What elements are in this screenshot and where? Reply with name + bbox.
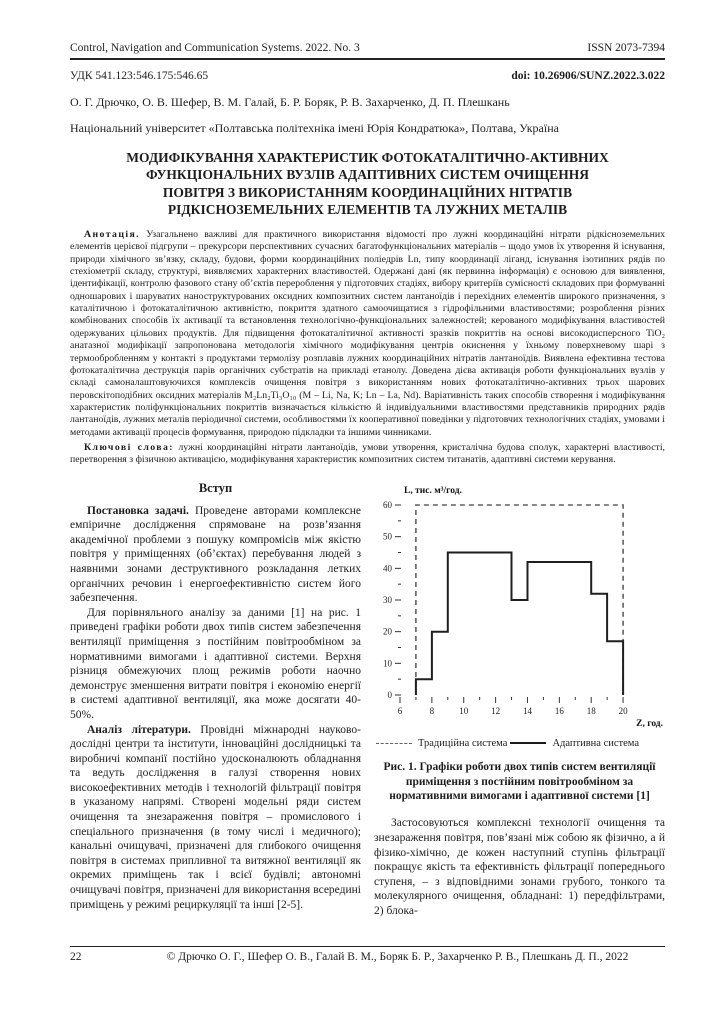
- svg-text:L, тис. м³/год.: L, тис. м³/год.: [404, 485, 462, 496]
- paragraph-problem-statement: [70, 504, 361, 606]
- svg-text:Z, год.: Z, год.: [636, 718, 663, 729]
- svg-text:20: 20: [383, 626, 392, 637]
- paragraph-literature-analysis: [70, 723, 361, 913]
- svg-text:0: 0: [387, 689, 392, 700]
- paragraph-text: Застосовуються комплексні технології очищення та знезараження повітря, пов’язані між собою як фізично, а й фізико-хімічно, де кожен наступний ступінь фільтрації покращує якість та ефективність фільтрації попереднього ступеня, – з відповідними зонами грубого, тонкого та молекулярного очищення, обладнані: 1) передфільтрами, 2) блока-: [374, 817, 665, 917]
- keywords-text: лужні координаційні нітрати лантаноїдів, умови утворення, кристалічна будова сполук, характерні властивості, перетворення з фізичною активацією, модифікування характеристик композитних систем титанатів, адаптивні системи керування.: [70, 441, 666, 466]
- meta-row: [70, 70, 665, 82]
- copyright-line: © Дрючко О. Г., Шефер О. В., Галай В. М., Боряк Б. Р., Захарченко Р. В., Плешкань Д. П., 2022: [166, 951, 629, 963]
- svg-text:18: 18: [586, 705, 596, 716]
- figure-caption: [374, 760, 665, 805]
- journal-header: [70, 42, 665, 60]
- udk-label: УДК 541.123:546.175:546.65: [70, 70, 209, 82]
- chart-legend: [374, 738, 665, 749]
- doi-label: doi: 10.26906/SUNZ.2022.3.022: [511, 70, 665, 82]
- legend-item-traditional: [376, 738, 507, 749]
- legend-label-adaptive: Адаптивна система: [552, 737, 639, 749]
- svg-text:6: 6: [397, 705, 403, 716]
- two-column-area: [70, 481, 665, 919]
- paragraph-lead: Постановка задачі.: [87, 504, 189, 517]
- left-column: [70, 481, 361, 919]
- svg-text:50: 50: [383, 531, 392, 542]
- intro-heading: Вступ: [198, 480, 233, 495]
- paper-title: МОДИФІКУВАННЯ ХАРАКТЕРИСТИК ФОТОКАТАЛІТИЧНО-АКТИВНИХ ФУНКЦІОНАЛЬНИХ ВУЗЛІВ АДАПТИВНИХ СИСТЕМ ОЧИЩЕННЯ ПОВІТРЯ З ВИКОРИСТАННЯМ КООРДИНАЦІЙНИХ НІТРАТІВ РІДКІСНОЗЕМЕЛЬНИХ ЕЛЕМЕНТІВ ТА ЛУЖНИХ МЕТАЛІВ: [126, 150, 609, 217]
- keywords-block: [70, 442, 665, 467]
- abstract-label: Анотація.: [84, 229, 141, 241]
- legend-item-adaptive: [510, 738, 639, 749]
- svg-text:8: 8: [429, 705, 435, 716]
- journal-title: Control, Navigation and Communication Systems. 2022. No. 3: [70, 42, 360, 54]
- affiliation-line: Національний університет «Полтавська політехніка імені Юрія Кондратюка», Полтава, Україна: [70, 121, 559, 135]
- figure-caption-text: Графіки роботи двох типів систем вентиляції приміщення з постійним повітрообміном за нормативними вимогами і адаптивної системи [1]: [389, 760, 656, 803]
- svg-text:20: 20: [618, 705, 628, 716]
- figure-caption-lead: Рис. 1.: [383, 760, 417, 773]
- svg-text:60: 60: [383, 499, 392, 510]
- legend-label-traditional: Традиційна система: [418, 737, 508, 749]
- svg-text:40: 40: [383, 562, 392, 573]
- paragraph-text: Проведене авторами комплексне емпіричне дослідження спрямоване на розв’язання академічної проблеми з пошуку компромісів між якістю повітря у приміщеннях (об’єктах) перебування людей з наявними зонами деструктивного розкладання летких органічних речовин і енергоефективністю систем його забезпечення.: [70, 504, 362, 605]
- figure: [374, 481, 665, 805]
- svg-text:12: 12: [491, 705, 501, 716]
- svg-text:30: 30: [383, 594, 392, 605]
- keywords-label: Ключові слова:: [84, 441, 174, 453]
- authors-line: О. Г. Дрючко, О. В. Шефер, В. М. Галай, Б. Р. Боряк, Р. В. Захарченко, Д. П. Плешкань: [70, 95, 510, 109]
- paragraph-comparison: [70, 606, 361, 723]
- page-footer: [70, 946, 665, 963]
- page-number: 22: [70, 951, 82, 963]
- issn-label: ISSN 2073-7394: [587, 42, 665, 54]
- paragraph-text: Провідні міжнародні науково-дослідні центри та інститути, інноваційні дослідницькі та виробничі компанії постійно удосконалюють обладнання та ведуть дослідження в галузі створення нових високоефективних методів і технологій фільтрації повітря в указаному напрямі. Створені модельні ряди систем очищення та знезараження повітря – промислового і спеціального призначення (в тому числі і медичного); канальні очищувачі, призначені для глибокого очищення повітря в системах припливної та витяжної вентиляції як окремих приміщень так і всієї будівлі; автономні очищувачі повітря, призначені для використання всередині приміщень у режимі рециркуляції та інші [2-5].: [70, 723, 361, 911]
- svg-text:16: 16: [554, 705, 564, 716]
- paragraph-lead: Аналіз літератури.: [87, 723, 191, 736]
- dashed-line-icon: [376, 743, 412, 744]
- abstract-text: Узагальнено важливі для практичного використання відомості про лужні координаційні нітрати рідкісноземельних елементів церієвої підгрупи – прекурсори перспективних сучасних багатофункціональних матеріалів – щодо умов їх утворення й існування, природи хімічного зв’язку, складу, будови, форми координаційних поліедрів Ln, типу координації ліганд, існування ізотипних рядів по стехіометрії складу, структурі, виявляємих характерних властивостей. Одержані дані (як первинна інформація) є основою для виявлення, ідентифікації, контролю фазового стану об’єктів перероблення у підготовчих стадіях, вибору критеріїв сумісності складових при формуванні одношарових і шаруватих наноструктурованих оксидних композитних систем лантаноїдів і перехідних елементів широкого призначення, з каталітичною і фотокаталітичною активністю, покриття здатного самоочищатися з гідрофільними властивостями; розроблення різних комбінованих способів їх активації та встановлення технологічно-функціональних залежностей; керованого модифікування властивостей одержуваних цільових продуктів. Для підвищення фотокаталітичної активності зразків покриттів на основі високодисперсного TiO₂ анатазної модифікації запропонована методологія хімічного модифікування центрів окиснення у їхньому поверхневому шарі з термообробленням у контакті з продуктами термолізу розплавів лужних координаційних нітратів лантаноїдів. Виявлена ефективна тестова фотокаталітична деструкція парів органічних субстратів на прикладі етанолу. Доведена дієва активація роботи функціональних вузлів у складі самоналаштовуючихся комплексів очищення повітря з використанням нових фотокаталітично-активних трьох шарових перовскітоподібних оксидних матеріалів M₂Ln₂Ti₃O₁₀ (M – Li, Na, K; Ln – La, Nd). Варіативність таких способів створення і модифікування характеристик поліфункціональних покриттів визначається кількістю й індивідуальними властивостями представників природних рядів лантаноїдів, лужних металів періодичної системи, особливостями їх кооперативної поведінки у підготовчих технологічних стадіях, умовами і методами активації процесів формування, природою підкладки та іншими чинниками.: [70, 229, 665, 438]
- abstract-block: [70, 229, 665, 439]
- paragraph-text: Для порівняльного аналізу за даними [1] на рис. 1 приведені графіки роботи двох типів систем забезпечення вентиляції приміщення з постійним повітрообміном за нормативними вимогами і адаптивної системи. Верхня різниця обмежуючих площ режимів роботи наочно демонструє зменшення витрати повітря і економію енергії в системі адаптивної вентиляції, яка може досягати 40-50%.: [70, 606, 361, 721]
- right-column: [374, 481, 665, 919]
- svg-text:10: 10: [459, 705, 469, 716]
- solid-line-icon: [510, 742, 546, 744]
- ventilation-chart: [374, 481, 665, 731]
- paragraph-technologies: [374, 816, 665, 918]
- svg-text:10: 10: [383, 657, 392, 668]
- svg-text:14: 14: [522, 705, 532, 716]
